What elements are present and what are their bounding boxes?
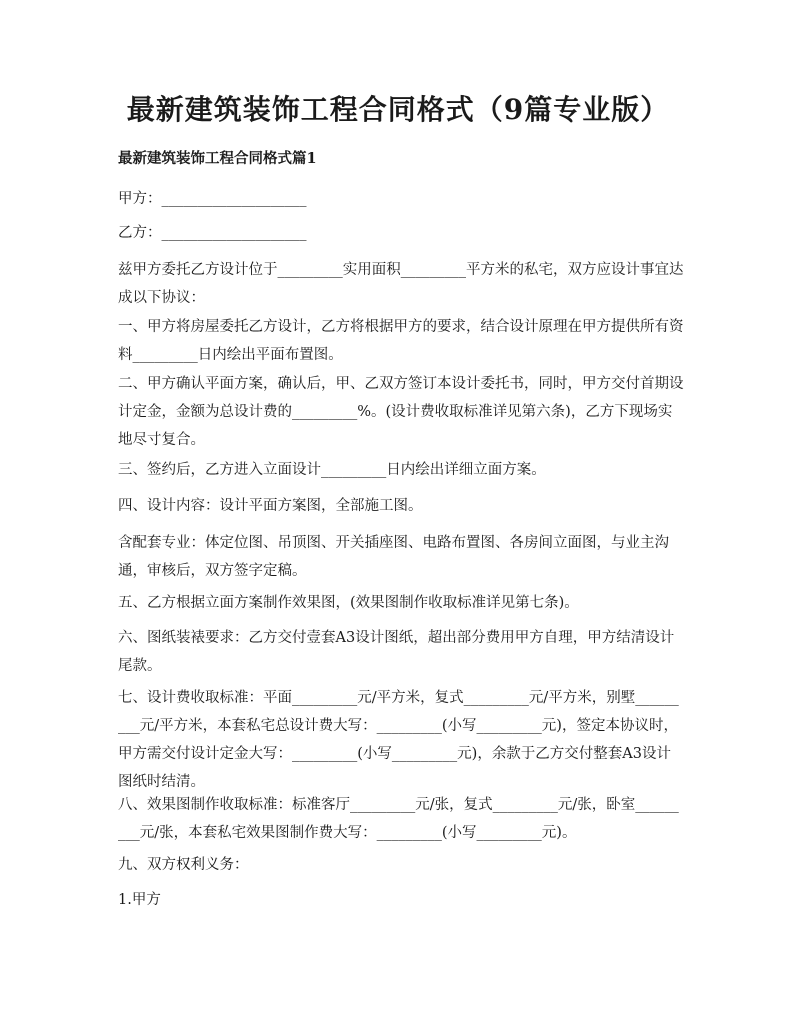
document-title: 最新建筑装饰工程合同格式（9篇专业版） bbox=[126, 93, 670, 126]
clause-5-paragraph: 五、乙方根据立面方案制作效果图，(效果图制作收取标准详见第七条)。 bbox=[118, 595, 579, 611]
scope-paragraph: 含配套专业：体定位图、吊顶图、开关插座图、电路布置图、各房间立面图，与业主沟通，审核后，双方签字定稿。 bbox=[118, 535, 669, 579]
party-a-subheading: 1.甲方 bbox=[118, 892, 161, 908]
clause-7-paragraph: 七、设计费收取标准：平面_________元/平方米，复式_________元/平方米，别墅_________元/平方米，本套私宅总设计费大写：_________(小写_________元)，签定本协议时，甲方需交付设计定金大写：_________(小写_________元)，余款于乙方交付整套A3设计图纸时结清。 bbox=[118, 690, 679, 790]
clause-3-paragraph: 三、签约后，乙方进入立面设计_________日内绘出详细立面方案。 bbox=[118, 462, 546, 478]
clause-9-heading: 九、双方权利义务： bbox=[118, 857, 249, 873]
clause-4-paragraph: 四、设计内容：设计平面方案图，全部施工图。 bbox=[118, 498, 423, 514]
clause-2-paragraph: 二、甲方确认平面方案，确认后，甲、乙双方签订本设计委托书，同时，甲方交付首期设计定金，金额为总设计费的_________%。(设计费收取标准详见第六条)，乙方下现场实地尽寸复合。 bbox=[118, 376, 684, 448]
party-a-line: 甲方：____________________ bbox=[118, 191, 307, 207]
clause-6-paragraph: 六、图纸装裱要求：乙方交付壹套A3设计图纸，超出部分费用甲方自理，甲方结清设计尾款。 bbox=[118, 630, 675, 674]
clause-1-paragraph: 一、甲方将房屋委托乙方设计，乙方将根据甲方的要求，结合设计原理在甲方提供所有资料_________日内绘出平面布置图。 bbox=[118, 319, 684, 363]
section-title: 最新建筑装饰工程合同格式篇1 bbox=[118, 150, 317, 167]
party-b-line: 乙方：____________________ bbox=[118, 225, 307, 241]
clause-8-paragraph: 八、效果图制作收取标准：标准客厅_________元/张，复式_________元/张，卧室_________元/张，本套私宅效果图制作费大写：_________(小写_________元)。 bbox=[118, 797, 679, 841]
preamble-paragraph: 兹甲方委托乙方设计位于_________实用面积_________平方米的私宅，双方应设计事宜达成以下协议： bbox=[118, 262, 684, 306]
